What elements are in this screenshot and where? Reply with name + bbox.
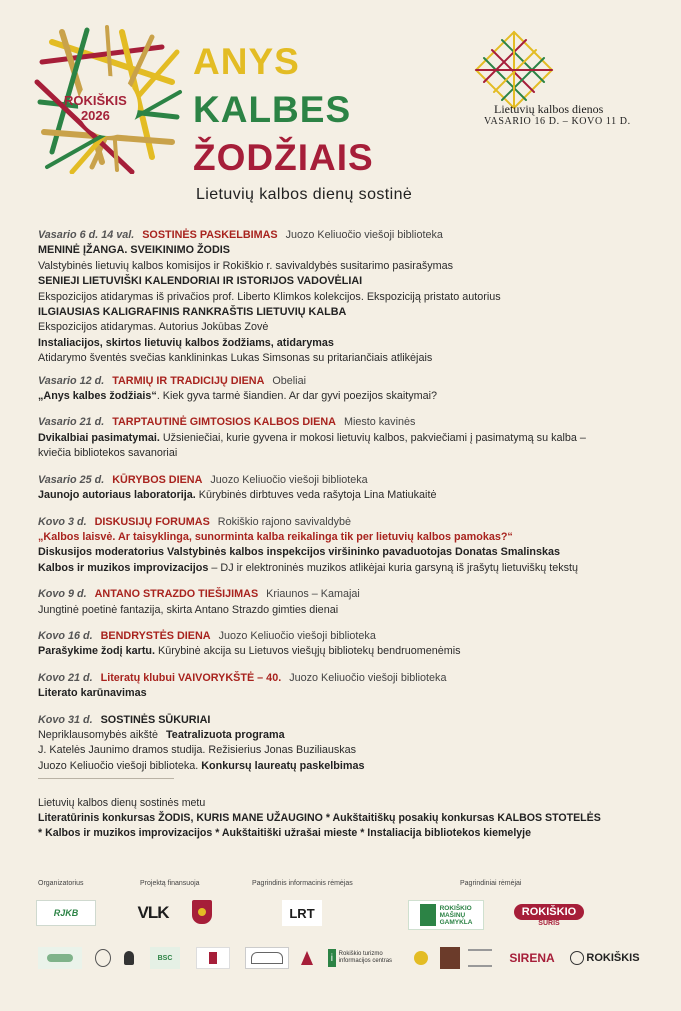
main-sponsor-1-line-2: MAŠINŲ (439, 911, 466, 919)
footer-notes (38, 796, 648, 841)
subtitle: Lietuvių kalbos dienų sostinė (196, 186, 413, 203)
partner-logo-11 (466, 947, 494, 969)
silhouette-icon (124, 951, 134, 965)
label-funding: Projektą finansuoja (140, 880, 200, 887)
label-organizers: Organizatorius (38, 880, 84, 887)
event-entry (38, 713, 658, 775)
event-date: Kovo 9 d. (38, 588, 87, 601)
info-icon: i (328, 949, 336, 967)
text-block-icon (468, 949, 492, 967)
label-main: Pagrindiniai rėmėjai (460, 880, 522, 887)
item-text: Ekspozicijos atidarymas. Autorius Jokūbas Zovė (38, 321, 269, 334)
sirena-logo: SIRENA (509, 951, 555, 965)
badge-year: 2026 (80, 108, 110, 123)
event-date: Vasario 21 d. (38, 416, 105, 429)
partner-logo-13 (570, 947, 584, 969)
event-entry (38, 415, 658, 461)
divider (38, 778, 174, 779)
event-date: Vasario 25 d. (38, 473, 105, 486)
event-date: Kovo 3 d. (38, 515, 87, 528)
event-lead-text: . Kiek gyva tarmė šiandien. Ar dar gyvi poezijos skaitymai? (156, 390, 438, 403)
main-sponsor-2-line-2: SŪRIS (538, 919, 560, 927)
event-date: Kovo 16 d. (38, 629, 93, 642)
event-moderator: Diskusijos moderatorius Valstybinės kalbos inspekcijos viršininko pavaduotojas Donatas Smalinskas (38, 546, 561, 559)
logo-badge (64, 93, 127, 123)
event-text: Jungtinė poetinė fantazija, skirta Antano Strazdo gimties dienai (38, 603, 339, 616)
item-heading: SENIEJI LIETUVIŠKI KALENDORIAI IR ISTORIJOS VADOVĖLIAI (38, 275, 363, 288)
circle-mark-icon (570, 951, 584, 965)
event-entry (38, 374, 658, 405)
info-sponsor-logo: LRT (282, 900, 322, 926)
event-line-2: J. Katelės Jaunimo dramos studija. Režisierius Jonas Buziliauskas (38, 744, 357, 757)
partner-logo-7 (296, 947, 318, 969)
item-text: Ekspozicijos atidarymas iš privačios prof. Liberto Klimkos kolekcijos. Ekspoziciją pristato autorius (38, 290, 501, 303)
event-entry (38, 587, 658, 618)
event-lead-text: Kūrybinės dirbtuves veda rašytoja Lina Matiukaitė (195, 489, 437, 502)
event-title: Literatų klubui VAIVORYKŠTĖ – 40. (100, 671, 282, 684)
right-logo-name: Lietuvių kalbos dienos (494, 102, 604, 116)
event-date: Kovo 31 d. (38, 713, 93, 726)
event-title: BENDRYSTĖS DIENA (100, 629, 211, 642)
event-lead-bold: Jaunojo autoriaus laboratorija. (38, 489, 196, 502)
factory-mark-icon (420, 904, 436, 926)
event-title: KŪRYBOS DIENA (112, 473, 203, 486)
footer-line-2: * Kalbos ir muzikos improvizacijos * Aukštaitiški užrašai mieste * Instaliacija bibliotekos kiemelyje (38, 827, 531, 839)
partner-logo-9 (412, 947, 430, 969)
triangle-mark-icon (301, 951, 313, 965)
main-sponsor-2-logo (506, 900, 592, 930)
event-entry (38, 515, 658, 577)
item-text: Atidarymo šventės svečias kanklininkas Lukas Simsonas su pritariančiais atlikėjais (38, 352, 433, 365)
title-line-2: KALBES (193, 89, 352, 130)
item-heading: MENINĖ ĮŽANGA. SVEIKINIMO ŽODIS (38, 244, 230, 257)
main-sponsor-1-logo (408, 900, 484, 930)
event-location: Juozo Keliuočio viešoji biblioteka (210, 473, 368, 486)
bsc-logo: BSC (150, 947, 180, 969)
building-icon (251, 952, 283, 964)
event-entry (38, 473, 658, 504)
partner-logo-6 (245, 947, 289, 969)
title-line-3: ŽODŽIAIS (193, 137, 374, 178)
event-location: Miesto kavinės (343, 416, 416, 429)
partner-logo-1 (38, 947, 82, 969)
event-program (38, 228, 658, 785)
event-title: TARMIŲ IR TRADICIJŲ DIENA (112, 374, 265, 387)
event-line-3: Juozo Keliuočio viešoji biblioteka. (38, 759, 199, 772)
event-line-3-bold: Konkursų laureatų paskelbimas (198, 759, 365, 772)
event-location: Juozo Keliuočio viešoji biblioteka (218, 629, 376, 642)
coat-of-arms-emblem-icon (198, 908, 206, 916)
item-text: Valstybinės lietuvių kalbos komisijos ir Rokiškio r. savivaldybės susitarimo pasirašymas (38, 259, 454, 272)
event-lead-text: Užsieniečiai, kurie gyvena ir mokosi lietuvių kalbos, pakviečiami į pasimatymą su kalba – (159, 431, 586, 444)
event-lead-bold: „Anys kalbes žodžiais“ (38, 390, 157, 403)
event-entry (38, 671, 658, 702)
event-title: ANTANO STRAZDO TIEŠIJIMAS (94, 588, 259, 601)
right-logo-dates: VASARIO 16 D. – KOVO 11 D. (484, 116, 631, 127)
event-location: Kriaunos – Kamajai (266, 588, 360, 601)
partner-logo-5 (196, 947, 230, 969)
event-lead-bold: Parašykime žodį kartu. (38, 645, 156, 658)
event-location: Rokiškio rajono savivaldybė (217, 515, 352, 528)
event-location: Juozo Keliuočio viešoji biblioteka (285, 229, 443, 241)
event-date: Vasario 12 d. (38, 374, 105, 387)
footer-intro: Lietuvių kalbos dienų sostinės metu (38, 797, 206, 809)
item-heading: Instaliacijos, skirtos lietuvių kalbos žodžiams, atidarymas (38, 336, 334, 349)
event-place-bold: Teatralizuota programa (166, 728, 285, 741)
event-impro-bold: Kalbos ir muzikos improvizacijos (38, 561, 209, 574)
event-lead-text: Kūrybinė akcija su Lietuvos viešųjų bibliotekų bendruomenėmis (155, 645, 461, 658)
title-line-1: ANYS (193, 41, 300, 82)
tic-logo-text: Rokiškio turizmo informacijos centras (338, 951, 393, 964)
event-extra-text: kviečia bibliotekos savanoriai (38, 447, 178, 460)
partner-logo-3 (120, 947, 138, 969)
event-title: DISKUSIJŲ FORUMAS (94, 515, 210, 528)
sun-icon (414, 951, 428, 965)
main-sponsor-1-line-3: GAMYKLA (439, 918, 473, 926)
event-impro-text: – DJ ir elektroninės muzikos atlikėjai kuria garsyną iš jrašytų lietuviškų tekstų (208, 561, 579, 574)
coat-of-arms-icon (192, 900, 212, 924)
event-title: SOSTINĖS PASKELBIMAS (142, 229, 278, 241)
label-info: Pagrindinis informacinis rėmėjas (252, 880, 353, 887)
event-date: Vasario 6 d. 14 val. (38, 229, 135, 241)
funder-logo: VLK (137, 903, 169, 922)
event-location: Obeliai (272, 374, 306, 387)
partner-logo-10 (440, 947, 460, 969)
badge-city: ROKIŠKIS (64, 93, 127, 108)
event-entry (38, 228, 658, 367)
rokiskis-logo: ROKIŠKIS (586, 952, 640, 964)
main-sponsor-1-line-1: ROKIŠKIO (439, 904, 472, 912)
event-date: Kovo 21 d. (38, 671, 93, 684)
partner-logo-2 (92, 947, 114, 969)
footer-line-1: Literatūrinis konkursas ŽODIS, KURIS MANE UŽAUGINO * Aukštaitiškų posakių konkursas KALBOS STOTELĖS (38, 812, 601, 824)
portrait-icon (95, 949, 111, 967)
partner-1-mark-icon (47, 954, 73, 962)
event-quote: „Kalbos laisvė. Ar taisyklinga, sunorminta kalba reikalinga tik per lietuvių kalbos pamokas?“ (38, 530, 513, 543)
event-place: Nepriklausomybės aikštė (38, 728, 159, 741)
event-bold-line: Literato karūnavimas (38, 687, 147, 700)
event-title: TARPTAUTINĖ GIMTOSIOS KALBOS DIENA (112, 416, 336, 429)
event-lead-bold: Dvikalbiai pasimatymai. (38, 431, 160, 444)
organizer-logo: RJKB (36, 900, 96, 926)
item-heading: ILGIAUSIAS KALIGRAFINIS RANKRAŠTIS LIETUVIŲ KALBA (38, 306, 347, 319)
partner-5-mark-icon (209, 952, 217, 964)
tic-logo (328, 947, 402, 969)
event-entry (38, 629, 658, 660)
main-sponsor-2-line-1: ROKIŠKIO (514, 904, 584, 920)
event-title: SOSTINĖS SŪKURIAI (100, 713, 211, 726)
event-location: Juozo Keliuočio viešoji biblioteka (289, 671, 447, 684)
lietuviu-kalbos-dienos-logo (472, 28, 556, 112)
